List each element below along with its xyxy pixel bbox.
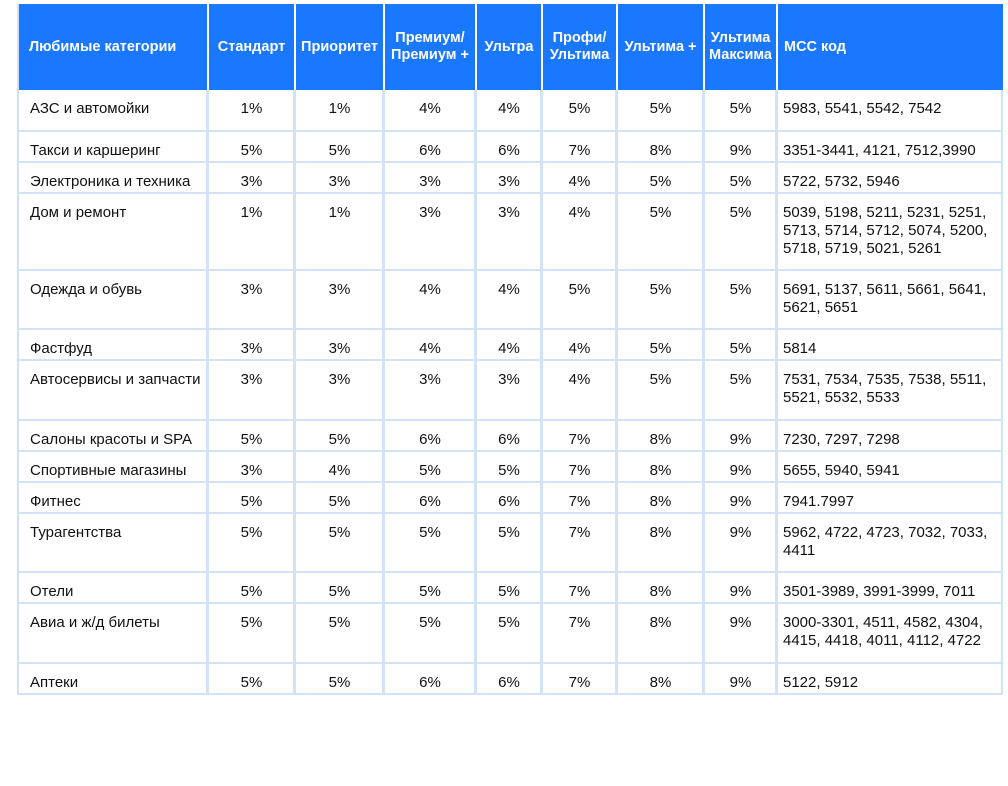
rate-cell-priority: 1% [296, 90, 385, 132]
mcc-code-cell: 7531, 7534, 7535, 7538, 5511, 5521, 5532, 5533 [778, 361, 1003, 421]
rate-cell-premium: 5% [385, 604, 477, 664]
mcc-code-cell: 3000-3301, 4511, 4582, 4304, 4415, 4418, 4011, 4112, 4722 [778, 604, 1003, 664]
rate-cell-premium: 3% [385, 194, 477, 271]
rate-cell-ultima-plus: 8% [618, 514, 705, 573]
table-row [19, 163, 1003, 194]
rate-cell-ultima-plus: 8% [618, 452, 705, 483]
rate-cell-ultima-maxima: 5% [705, 90, 778, 132]
table-row [19, 194, 1003, 271]
rate-cell-ultra: 6% [477, 483, 543, 514]
rate-cell-standard: 1% [209, 194, 296, 271]
rate-cell-standard: 3% [209, 452, 296, 483]
header-standard: Стандарт [209, 4, 296, 90]
rate-cell-ultima-plus: 8% [618, 604, 705, 664]
rate-cell-ultra: 5% [477, 573, 543, 604]
mcc-code-cell: 3501-3989, 3991-3999, 7011 [778, 573, 1003, 604]
mcc-code-cell: 5722, 5732, 5946 [778, 163, 1003, 194]
rate-cell-standard: 1% [209, 90, 296, 132]
table-row [19, 514, 1003, 573]
table-row [19, 361, 1003, 421]
category-cell: Фастфуд [19, 330, 209, 361]
rate-cell-priority: 4% [296, 452, 385, 483]
category-cell: Авиа и ж/д билеты [19, 604, 209, 664]
rate-cell-priority: 3% [296, 361, 385, 421]
rate-cell-premium: 4% [385, 90, 477, 132]
mcc-code-cell: 5039, 5198, 5211, 5231, 5251, 5713, 5714, 5712, 5074, 5200, 5718, 5719, 5021, 5261 [778, 194, 1003, 271]
rate-cell-profi-ultima: 7% [543, 604, 618, 664]
mcc-code-cell: 5655, 5940, 5941 [778, 452, 1003, 483]
rate-cell-ultima-maxima: 5% [705, 330, 778, 361]
rate-cell-ultima-plus: 5% [618, 163, 705, 194]
rate-cell-premium: 4% [385, 271, 477, 330]
cashback-categories-table [17, 4, 1003, 695]
rate-cell-premium: 3% [385, 163, 477, 194]
rate-cell-ultima-maxima: 9% [705, 421, 778, 452]
category-cell: Дом и ремонт [19, 194, 209, 271]
mcc-code-cell: 5691, 5137, 5611, 5661, 5641, 5621, 5651 [778, 271, 1003, 330]
category-cell: Отели [19, 573, 209, 604]
rate-cell-profi-ultima: 7% [543, 514, 618, 573]
rate-cell-ultra: 4% [477, 330, 543, 361]
rate-cell-standard: 3% [209, 330, 296, 361]
rate-cell-profi-ultima: 4% [543, 330, 618, 361]
rate-cell-priority: 3% [296, 163, 385, 194]
rate-cell-premium: 5% [385, 452, 477, 483]
rate-cell-ultra: 4% [477, 90, 543, 132]
category-cell: Автосервисы и запчасти [19, 361, 209, 421]
table-row [19, 483, 1003, 514]
table-row [19, 271, 1003, 330]
rate-cell-priority: 3% [296, 330, 385, 361]
rate-cell-ultima-maxima: 9% [705, 483, 778, 514]
category-cell: Электроника и техника [19, 163, 209, 194]
table-row [19, 421, 1003, 452]
rate-cell-priority: 5% [296, 421, 385, 452]
table-row [19, 452, 1003, 483]
rate-cell-ultima-plus: 5% [618, 271, 705, 330]
rate-cell-priority: 5% [296, 573, 385, 604]
rate-cell-premium: 3% [385, 361, 477, 421]
rate-cell-standard: 5% [209, 573, 296, 604]
rate-cell-premium: 5% [385, 514, 477, 573]
rate-cell-profi-ultima: 4% [543, 194, 618, 271]
rate-cell-ultima-maxima: 5% [705, 163, 778, 194]
rate-cell-priority: 5% [296, 664, 385, 695]
category-cell: Такси и каршеринг [19, 132, 209, 163]
rate-cell-premium: 6% [385, 132, 477, 163]
rate-cell-profi-ultima: 7% [543, 483, 618, 514]
rate-cell-ultima-maxima: 5% [705, 361, 778, 421]
rate-cell-premium: 6% [385, 483, 477, 514]
header-premium: Премиум/ Премиум + [385, 4, 477, 90]
rate-cell-ultra: 5% [477, 452, 543, 483]
rate-cell-standard: 3% [209, 163, 296, 194]
rate-cell-standard: 5% [209, 514, 296, 573]
rate-cell-ultima-plus: 5% [618, 90, 705, 132]
rate-cell-premium: 4% [385, 330, 477, 361]
rate-cell-priority: 5% [296, 132, 385, 163]
header-ultra: Ультра [477, 4, 543, 90]
rate-cell-ultima-plus: 5% [618, 194, 705, 271]
rate-cell-ultima-plus: 5% [618, 330, 705, 361]
table-row [19, 604, 1003, 664]
rate-cell-premium: 5% [385, 573, 477, 604]
rate-cell-ultra: 3% [477, 163, 543, 194]
rate-cell-profi-ultima: 7% [543, 664, 618, 695]
rate-cell-priority: 5% [296, 514, 385, 573]
category-cell: Фитнес [19, 483, 209, 514]
category-cell: АЗС и автомойки [19, 90, 209, 132]
rate-cell-ultra: 6% [477, 664, 543, 695]
category-cell: Аптеки [19, 664, 209, 695]
table-row [19, 664, 1003, 695]
table-row [19, 573, 1003, 604]
rate-cell-ultra: 6% [477, 421, 543, 452]
rate-cell-ultima-plus: 5% [618, 361, 705, 421]
rate-cell-standard: 3% [209, 271, 296, 330]
rate-cell-standard: 5% [209, 664, 296, 695]
rate-cell-ultima-plus: 8% [618, 483, 705, 514]
rate-cell-ultra: 4% [477, 271, 543, 330]
rate-cell-premium: 6% [385, 421, 477, 452]
rate-cell-ultra: 5% [477, 514, 543, 573]
rate-cell-ultima-maxima: 9% [705, 514, 778, 573]
header-priority: Приоритет [296, 4, 385, 90]
table-row [19, 330, 1003, 361]
table-row [19, 90, 1003, 132]
mcc-code-cell: 7230, 7297, 7298 [778, 421, 1003, 452]
rate-cell-ultima-maxima: 9% [705, 604, 778, 664]
rate-cell-ultra: 5% [477, 604, 543, 664]
header-profi-ultima: Профи/ Ультима [543, 4, 618, 90]
rate-cell-ultima-plus: 8% [618, 132, 705, 163]
mcc-code-cell: 5983, 5541, 5542, 7542 [778, 90, 1003, 132]
rate-cell-ultra: 3% [477, 361, 543, 421]
rate-cell-priority: 5% [296, 483, 385, 514]
rate-cell-ultima-maxima: 9% [705, 132, 778, 163]
rate-cell-standard: 3% [209, 361, 296, 421]
rate-cell-standard: 5% [209, 421, 296, 452]
rate-cell-profi-ultima: 7% [543, 132, 618, 163]
category-cell: Турагентства [19, 514, 209, 573]
rate-cell-ultima-maxima: 9% [705, 573, 778, 604]
header-ultima-maxima: Ультима Максима [705, 4, 778, 90]
rate-cell-ultima-plus: 8% [618, 664, 705, 695]
rate-cell-ultima-maxima: 9% [705, 664, 778, 695]
cashback-categories-table-container [17, 4, 1001, 695]
rate-cell-ultima-plus: 8% [618, 421, 705, 452]
mcc-code-cell: 5814 [778, 330, 1003, 361]
rate-cell-ultima-maxima: 5% [705, 194, 778, 271]
table-row [19, 132, 1003, 163]
rate-cell-premium: 6% [385, 664, 477, 695]
rate-cell-ultima-maxima: 5% [705, 271, 778, 330]
rate-cell-profi-ultima: 7% [543, 573, 618, 604]
rate-cell-profi-ultima: 5% [543, 90, 618, 132]
rate-cell-ultima-maxima: 9% [705, 452, 778, 483]
mcc-code-cell: 5122, 5912 [778, 664, 1003, 695]
header-favorite-categories: Любимые категории [19, 4, 209, 90]
category-cell: Салоны красоты и SPA [19, 421, 209, 452]
header-mcc-code: МСС код [778, 4, 1003, 90]
rate-cell-ultra: 6% [477, 132, 543, 163]
rate-cell-ultima-plus: 8% [618, 573, 705, 604]
rate-cell-priority: 3% [296, 271, 385, 330]
rate-cell-standard: 5% [209, 132, 296, 163]
rate-cell-standard: 5% [209, 604, 296, 664]
category-cell: Спортивные магазины [19, 452, 209, 483]
mcc-code-cell: 5962, 4722, 4723, 7032, 7033, 4411 [778, 514, 1003, 573]
rate-cell-standard: 5% [209, 483, 296, 514]
rate-cell-profi-ultima: 4% [543, 361, 618, 421]
rate-cell-profi-ultima: 7% [543, 452, 618, 483]
mcc-code-cell: 3351-3441, 4121, 7512,3990 [778, 132, 1003, 163]
header-ultima-plus: Ультима + [618, 4, 705, 90]
rate-cell-priority: 1% [296, 194, 385, 271]
rate-cell-profi-ultima: 5% [543, 271, 618, 330]
rate-cell-profi-ultima: 7% [543, 421, 618, 452]
table-header-row [19, 4, 1003, 90]
rate-cell-priority: 5% [296, 604, 385, 664]
rate-cell-ultra: 3% [477, 194, 543, 271]
category-cell: Одежда и обувь [19, 271, 209, 330]
rate-cell-profi-ultima: 4% [543, 163, 618, 194]
mcc-code-cell: 7941.7997 [778, 483, 1003, 514]
